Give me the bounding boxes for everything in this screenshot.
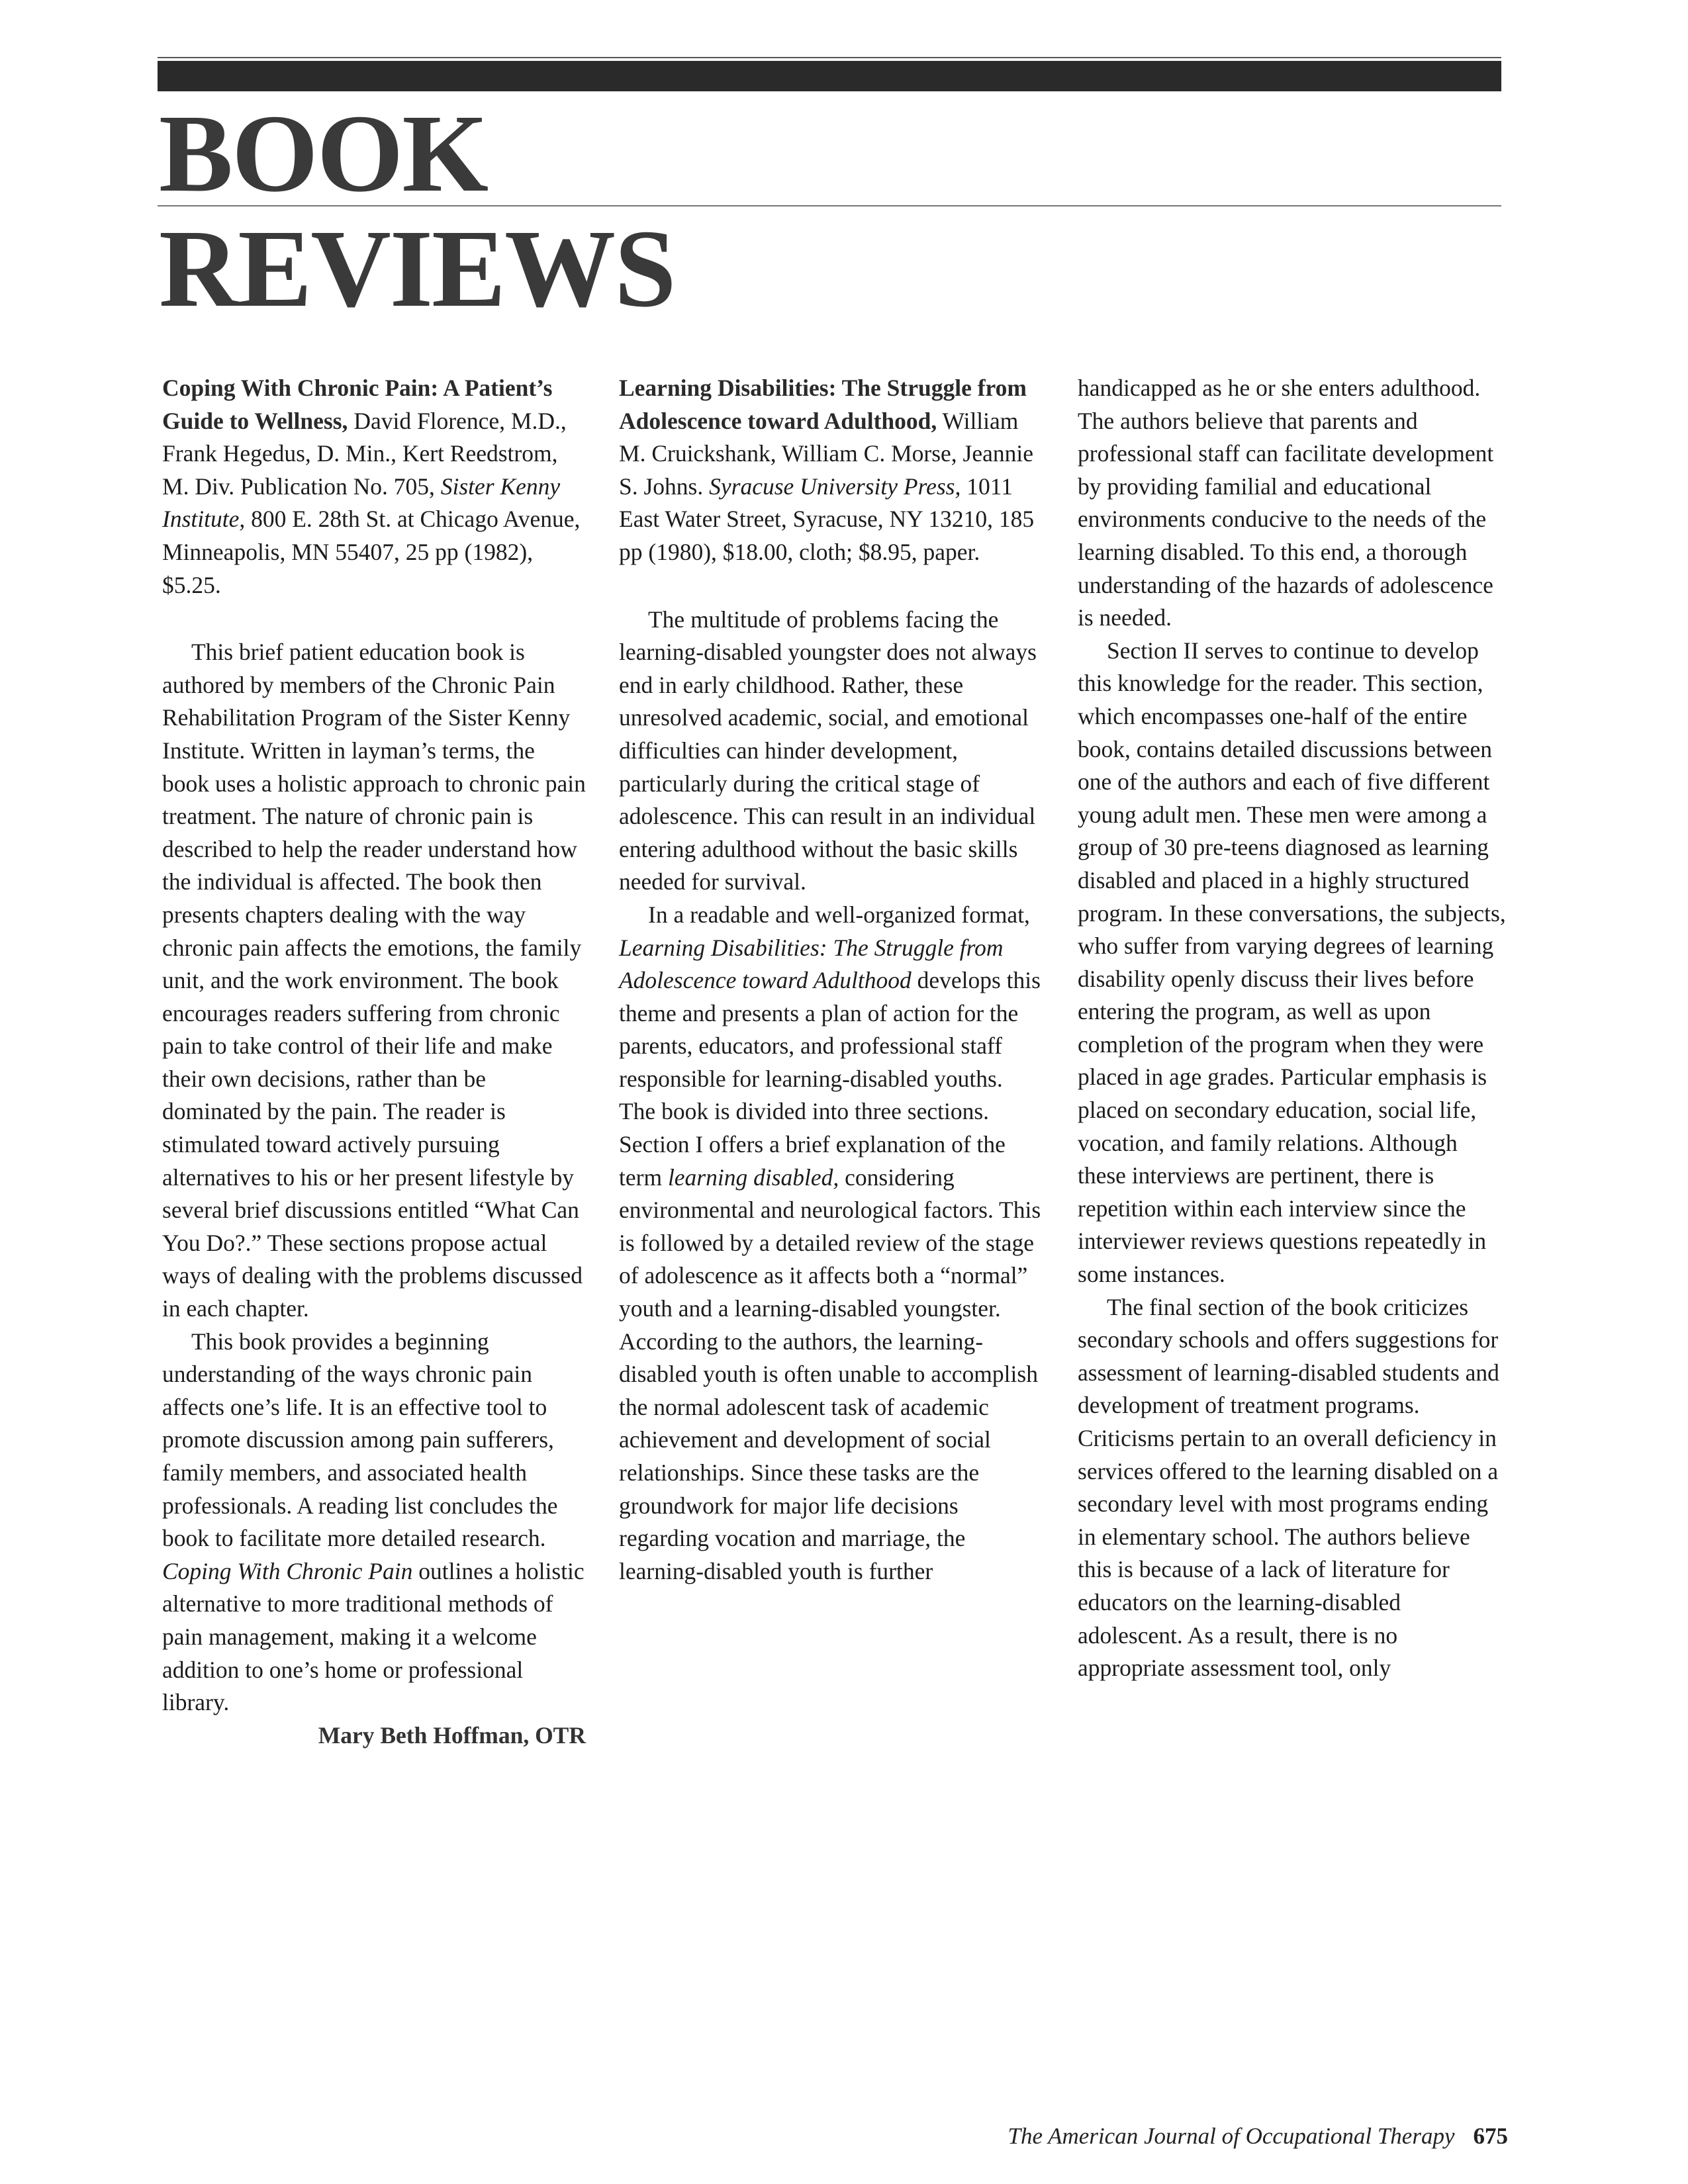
page-number: 675	[1473, 2123, 1508, 2149]
review1-citation	[162, 372, 586, 602]
review1-details: 800 E. 28th St. at Chicago Avenue, Minneapolis, MN 55407, 25 pp (1982), $5.25.	[162, 506, 581, 598]
column-1	[162, 372, 586, 1752]
review2-title: Learning Disabilities: The Struggle from Adolescence toward Adulthood,	[619, 375, 1027, 434]
section-heading-line2: REVIEWS	[159, 207, 675, 330]
review2-paragraph-1: The multitude of problems facing the learning-disabled youngster does not always end in early childhood. Rather, these unresolved academic, social, and emotional difficulties can hinder development, particularly during the critical stage of adolescence. This can result in an individual entering adulthood without the basic skills needed for survival.	[619, 606, 1037, 895]
column-2	[619, 372, 1043, 1588]
column-3	[1078, 372, 1508, 1685]
section-heading-line1: BOOK	[159, 92, 488, 215]
review1-signature: Mary Beth Hoffman, OTR	[318, 1721, 586, 1749]
top-rule	[158, 57, 1501, 58]
header-bar	[158, 61, 1501, 91]
review2-authors: William M. Cruickshank, William C. Morse, Jeannie S. Johns.	[619, 407, 1033, 500]
review2-paragraph-2: In a readable and well-organized format, Learning Disabilities: The Struggle from Adolescence toward Adulthood develops this theme and presents a plan of action for the parents, educators, and professional staff responsible for learning-disabled youths. The book is divided into three sections. Section I offers a brief explanation of the term learning disabled, considering environmental and neurological factors. This is followed by a detailed review of the stage of adolescence as it affects both a “normal” youth and a learning-disabled youngster. According to the authors, the learning-disabled youth is often unable to accomplish the normal adolescent task of academic achievement and development of social relationships. Since these tasks are the groundwork for major life decisions regarding vocation and marriage, the learning-disabled youth is further	[619, 901, 1041, 1584]
review1-authors: David Florence, M.D., Frank Hegedus, D. Min., Kert Reedstrom, M. Div. Publication No. 705,	[162, 407, 567, 500]
review2-publisher: Syracuse University Press,	[709, 473, 961, 500]
review1-paragraph-2: This book provides a beginning understanding of the ways chronic pain affects one’s life. It is an effective tool to promote discussion among pain sufferers, family members, and associated health professionals. A reading list concludes the book to facilitate more detailed research. Coping With Chronic Pain outlines a holistic alternative to more traditional methods of pain management, making it a welcome addition to one’s home or professional library.	[162, 1328, 585, 1716]
review1-publisher: Sister Kenny Institute,	[162, 473, 561, 533]
review2-citation	[619, 372, 1043, 569]
page-footer	[1008, 2123, 1508, 2150]
review1-title: Coping With Chronic Pain: A Patient’s Guide to Wellness,	[162, 375, 553, 434]
review2-details: 1011 East Water Street, Syracuse, NY 13210, 185 pp (1980), $18.00, cloth; $8.95, paper.	[619, 473, 1035, 565]
review2-paragraph-4: Section II serves to continue to develop this knowledge for the reader. This section, which encompasses one-half of the entire book, contains detailed discussions between one of the authors and each of five different young adult men. These men were among a group of 30 pre-teens diagnosed as learning disabled and placed in a highly structured program. In these conversations, the subjects, who suffer from varying degrees of learning disability openly discuss their lives before entering the program, as well as upon completion of the program when they were placed in age grades. Particular emphasis is placed on secondary education, social life, vocation, and family relations. Although these interviews are pertinent, there is repetition within each interview since the interviewer reviews questions repeatedly in some instances.	[1078, 637, 1506, 1288]
review1-paragraph-1: This brief patient education book is authored by members of the Chronic Pain Rehabilitation Program of the Sister Kenny Institute. Written in layman’s terms, the book uses a holistic approach to chronic pain treatment. The nature of chronic pain is described to help the reader understand how the individual is affected. The book then presents chapters dealing with the way chronic pain affects the emotions, the family unit, and the work environment. The book encourages readers suffering from chronic pain to take control of their life and make their own decisions, rather than be dominated by the pain. The reader is stimulated toward actively pursuing alternatives to his or her present lifestyle by several brief discussions entitled “What Can You Do?.” These sections propose actual ways of dealing with the problems discussed in each chapter.	[162, 639, 586, 1322]
review2-paragraph-3: handicapped as he or she enters adulthood. The authors believe that parents and professional staff can facilitate development by providing familial and educational environments conducive to the needs of the learning disabled. To this end, a thorough understanding of the hazards of adolescence is needed.	[1078, 375, 1494, 631]
journal-name: The American Journal of Occupational Therapy	[1008, 2123, 1455, 2149]
review2-paragraph-5: The final section of the book criticizes secondary schools and offers suggestions for assessment of learning-disabled students and development of treatment programs. Criticisms pertain to an overall deficiency in services offered to the learning disabled on a secondary level with most programs ending in elementary school. The authors believe this is because of a lack of literature for educators on the learning-disabled adolescent. As a result, there is no appropriate assessment tool, only	[1078, 1293, 1499, 1682]
